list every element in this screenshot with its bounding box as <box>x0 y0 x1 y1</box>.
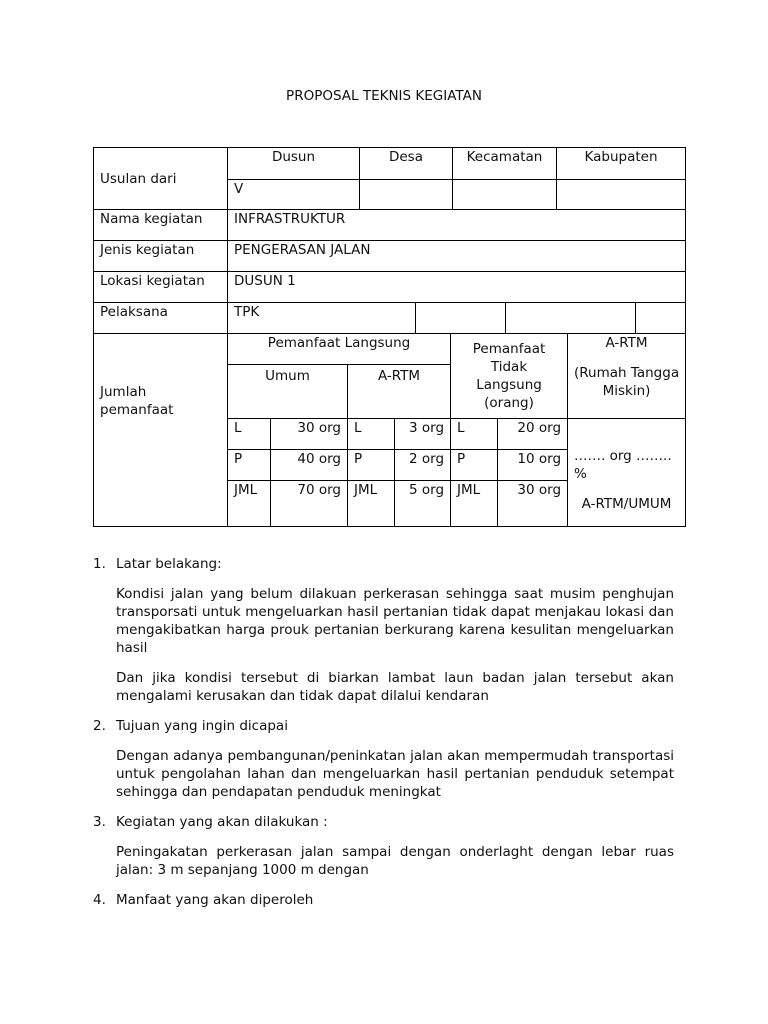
umum-l-label: L <box>228 419 271 450</box>
section-title: Latar belakang: <box>116 556 222 572</box>
artm-jml-label: JML <box>348 481 395 527</box>
tl-p-label: P <box>451 450 498 481</box>
pemanfaat-langsung-header: Pemanfaat Langsung <box>228 334 451 365</box>
jumlah-pemanfaat-label <box>94 334 228 527</box>
section-title: Tujuan yang ingin dicapai <box>116 718 288 734</box>
section-heading <box>93 891 674 909</box>
artm-ratio-line: ……. org …….. <box>574 448 672 464</box>
section-heading <box>93 555 674 573</box>
pelaksana-blank-cell <box>506 303 636 334</box>
pemanfaat-tidak-langsung-header: Pemanfaat Tidak Langsung (orang) <box>451 334 568 419</box>
umum-p-label: P <box>228 450 271 481</box>
artm-jml-value: 5 org <box>395 481 451 527</box>
section-paragraph: Kondisi jalan yang belum dilakuan perkerasan sehingga saat musim penghujan transporsati untuk mengeluarkan hasil pertanian tidak dapat menjakau lokasi dan mengakibatkan harga prouk pertanian berkurang karena kesulitan mengeluarkan hasil <box>116 586 674 656</box>
nama-kegiatan-label: Nama kegiatan <box>94 210 228 241</box>
tl-l-label: L <box>451 419 498 450</box>
kabupaten-header: Kabupaten <box>557 148 686 180</box>
section-number: 1. <box>93 556 106 572</box>
section-item <box>93 555 674 705</box>
tl-p-value: 10 org <box>498 450 568 481</box>
kabupaten-value <box>557 180 686 210</box>
pelaksana-label: Pelaksana <box>94 303 228 334</box>
jenis-kegiatan-value: PENGERASAN JALAN <box>228 241 686 272</box>
section-paragraph: Dan jika kondisi tersebut di biarkan lambat laun badan jalan tersebut akan mengalami kerusakan dan tidak dapat dilalui kendaran <box>116 670 674 704</box>
section-heading <box>93 717 674 735</box>
pemanfaat-table <box>93 333 686 527</box>
pelaksana-blank-cell <box>636 303 686 334</box>
dusun-value: V <box>228 180 360 210</box>
section-paragraph: Dengan adanya pembangunan/peninkatan jalan akan mempermudah transportasi untuk pengolahan lahan dan mengeluarkan hasil pertanian penduduk setempat sehingga dan pendapatan penduduk meningkat <box>116 748 674 800</box>
tl-jml-label: JML <box>451 481 498 527</box>
pelaksana-table <box>93 302 686 334</box>
tl-jml-value: 30 org <box>498 481 568 527</box>
dusun-header: Dusun <box>228 148 360 180</box>
page-title: PROPOSAL TEKNIS KEGIATAN <box>286 88 482 104</box>
section-heading <box>93 813 674 831</box>
artm-column-title: A-RTM <box>605 335 648 351</box>
section-item <box>93 891 674 909</box>
artm-l-label: L <box>348 419 395 450</box>
umum-header: Umum <box>228 365 348 419</box>
usulan-label: Usulan dari <box>94 148 228 210</box>
info-table <box>93 147 686 303</box>
umum-l-value: 30 org <box>271 419 348 450</box>
proposal-sections <box>93 555 674 921</box>
section-number: 2. <box>93 718 106 734</box>
artm-p-value: 2 org <box>395 450 451 481</box>
lokasi-kegiatan-value: DUSUN 1 <box>228 272 686 303</box>
kecamatan-value <box>453 180 557 210</box>
section-number: 4. <box>93 892 106 908</box>
section-item <box>93 717 674 801</box>
section-number: 3. <box>93 814 106 830</box>
artm-l-value: 3 org <box>395 419 451 450</box>
section-item <box>93 813 674 879</box>
section-title: Kegiatan yang akan dilakukan : <box>116 814 328 830</box>
umum-jml-label: JML <box>228 481 271 527</box>
umum-jml-value: 70 org <box>271 481 348 527</box>
jenis-kegiatan-label: Jenis kegiatan <box>94 241 228 272</box>
desa-header: Desa <box>360 148 453 180</box>
desa-value <box>360 180 453 210</box>
artm-p-label: P <box>348 450 395 481</box>
tl-l-value: 20 org <box>498 419 568 450</box>
artm-ratio-percent: % <box>574 466 587 482</box>
artm-column-subtitle: (Rumah Tangga Miskin) <box>573 365 680 399</box>
artm-ratio-cell <box>568 419 686 527</box>
pelaksana-value: TPK <box>228 303 416 334</box>
kecamatan-header: Kecamatan <box>453 148 557 180</box>
artm-header: A-RTM <box>348 365 451 419</box>
umum-p-value: 40 org <box>271 450 348 481</box>
artm-column-header <box>568 334 686 419</box>
artm-ratio-label: A-RTM/UMUM <box>581 496 672 512</box>
section-title: Manfaat yang akan diperoleh <box>116 892 314 908</box>
nama-kegiatan-value: INFRASTRUKTUR <box>228 210 686 241</box>
jumlah-pemanfaat-text: Jumlah pemanfaat <box>100 384 174 418</box>
pelaksana-blank-cell <box>416 303 506 334</box>
lokasi-kegiatan-label: Lokasi kegiatan <box>94 272 228 303</box>
section-paragraph: Peningakatan perkerasan jalan sampai dengan onderlaght dengan lebar ruas jalan: 3 m sepanjang 1000 m dengan <box>116 844 674 878</box>
